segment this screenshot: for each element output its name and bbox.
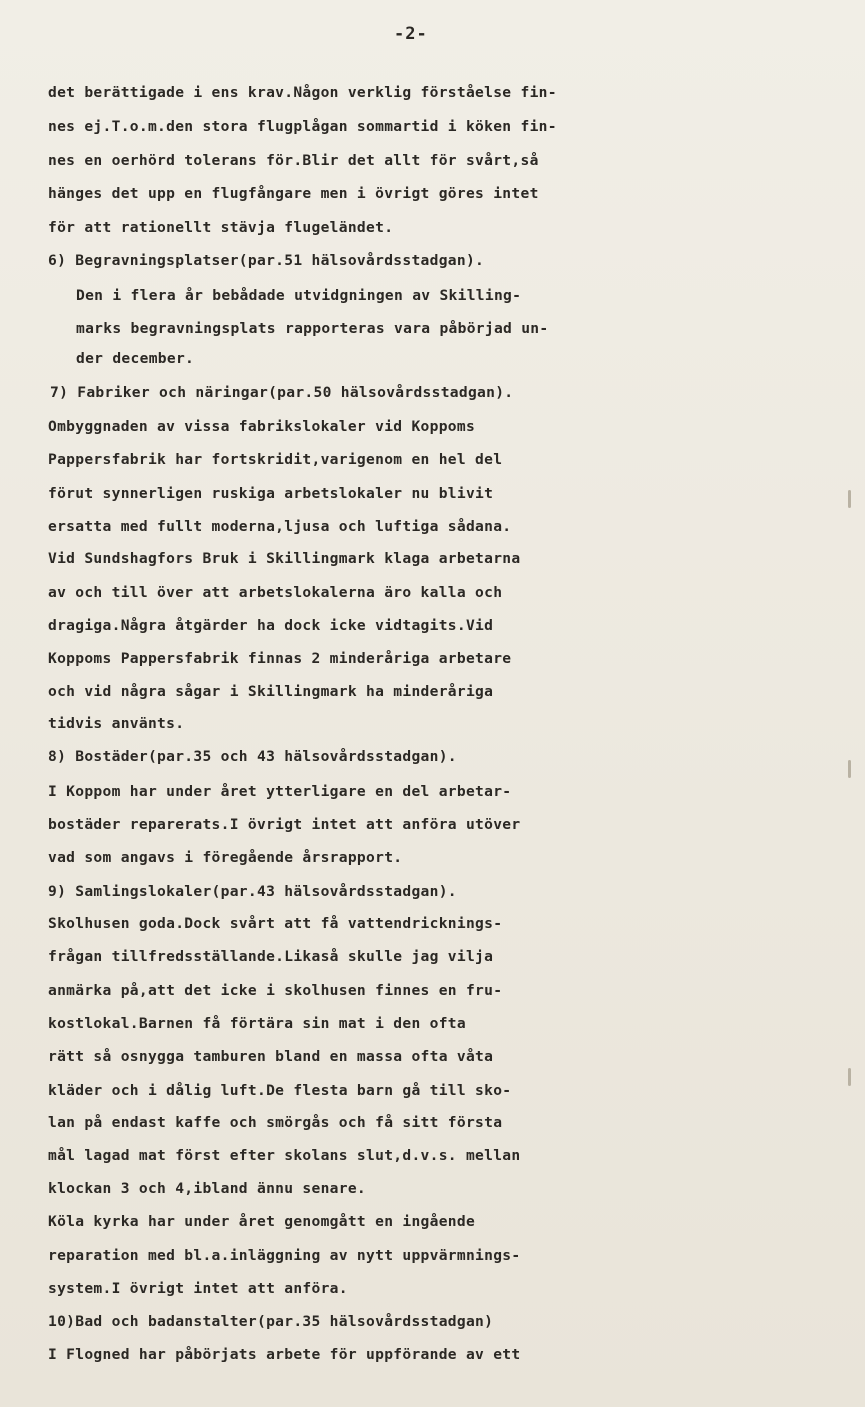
text-line: ersatta med fullt moderna,ljusa och luftiga sådana. — [48, 518, 512, 535]
text-line: marks begravningsplats rapporteras vara påbörjad un- — [76, 320, 549, 337]
text-line: 10)Bad och badanstalter(par.35 hälsovårdsstadgan) — [48, 1313, 494, 1330]
text-line: Vid Sundshagfors Bruk i Skillingmark klaga arbetarna — [48, 550, 521, 567]
text-line: anmärka på,att det icke i skolhusen finnes en fru- — [48, 982, 503, 999]
text-line: system.I övrigt intet att anföra. — [48, 1280, 348, 1297]
text-line: rätt så osnygga tamburen bland en massa ofta våta — [48, 1048, 494, 1065]
paper-edge-mark — [848, 490, 851, 508]
text-line: vad som angavs i föregående årsrapport. — [48, 849, 403, 866]
text-line: 9) Samlingslokaler(par.43 hälsovårdsstadgan). — [48, 883, 457, 900]
text-line: I Flogned har påbörjats arbete för uppförande av ett — [48, 1346, 521, 1363]
text-line: Pappersfabrik har fortskridit,varigenom en hel del — [48, 451, 503, 468]
page-number: -2- — [394, 24, 428, 44]
text-line: Skolhusen goda.Dock svårt att få vattendricknings- — [48, 915, 503, 932]
text-line: det berättigade i ens krav.Någon verklig förståelse fin- — [48, 84, 557, 101]
text-line: nes en oerhörd tolerans för.Blir det allt för svårt,så — [48, 152, 539, 169]
text-line: förut synnerligen ruskiga arbetslokaler nu blivit — [48, 485, 494, 502]
text-line: frågan tillfredsställande.Likaså skulle jag vilja — [48, 948, 494, 965]
text-line: dragiga.Några åtgärder ha dock icke vidtagits.Vid — [48, 617, 494, 634]
text-line: Köla kyrka har under året genomgått en ingående — [48, 1213, 476, 1230]
text-line: klockan 3 och 4,ibland ännu senare. — [48, 1180, 367, 1197]
text-line: hänges det upp en flugfångare men i övrigt göres intet — [48, 185, 539, 202]
text-line: Ombyggnaden av vissa fabrikslokaler vid Koppoms — [48, 418, 476, 435]
text-line: Koppoms Pappersfabrik finnas 2 minderåriga arbetare — [48, 650, 512, 667]
text-line: bostäder reparerats.I övrigt intet att anföra utöver — [48, 816, 521, 833]
text-line: lan på endast kaffe och smörgås och få sitt första — [48, 1114, 503, 1131]
text-line: 6) Begravningsplatser(par.51 hälsovårdsstadgan). — [48, 252, 485, 269]
text-line: nes ej.T.o.m.den stora flugplågan sommartid i köken fin- — [48, 118, 557, 135]
text-line: kläder och i dålig luft.De flesta barn gå till sko- — [48, 1082, 512, 1099]
text-line: kostlokal.Barnen få förtära sin mat i den ofta — [48, 1015, 466, 1032]
text-line: I Koppom har under året ytterligare en del arbetar- — [48, 783, 512, 800]
text-line: 7) Fabriker och näringar(par.50 hälsovårdsstadgan). — [50, 384, 514, 401]
paper-edge-mark — [848, 760, 851, 778]
text-line: Den i flera år bebådade utvidgningen av Skilling- — [76, 287, 522, 304]
text-line: tidvis använts. — [48, 715, 185, 732]
text-line: der december. — [76, 350, 195, 367]
paper-edge-mark — [848, 1068, 851, 1086]
text-line: och vid några sågar i Skillingmark ha minderåriga — [48, 683, 494, 700]
text-line: av och till över att arbetslokalerna äro kalla och — [48, 584, 503, 601]
text-line: för att rationellt stävja flugeländet. — [48, 219, 394, 236]
text-line: mål lagad mat först efter skolans slut,d.v.s. mellan — [48, 1147, 521, 1164]
text-line: 8) Bostäder(par.35 och 43 hälsovårdsstadgan). — [48, 748, 457, 765]
text-line: reparation med bl.a.inläggning av nytt uppvärmnings- — [48, 1247, 521, 1264]
